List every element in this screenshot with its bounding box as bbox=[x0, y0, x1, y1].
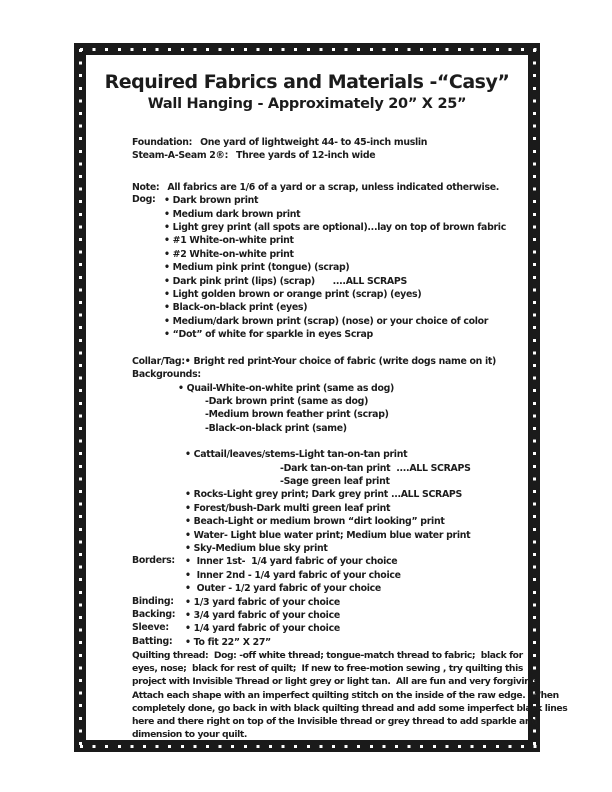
backing-label: Backing: bbox=[132, 609, 176, 620]
paragraph-line: Attach each shape with an imperfect quilting stitch on the inside of the raw edge. When bbox=[132, 689, 559, 701]
dog-item: • Light golden brown or orange print (scrap) (eyes) bbox=[164, 289, 422, 301]
binding-item: • 1/3 yard fabric of your choice bbox=[185, 596, 340, 608]
dog-item: • “Dot” of white for sparkle in eyes Scrap bbox=[164, 329, 373, 341]
paragraph-line: project with Invisible Thread or light grey or light tan. All are fun and very forgiving. bbox=[132, 676, 540, 688]
background-sub-item: -Black-on-black print (same) bbox=[205, 422, 347, 434]
foundation-text: One yard of lightweight 44- to 45-inch muslin bbox=[200, 137, 428, 148]
dog-item: • Black-on-black print (eyes) bbox=[164, 302, 308, 314]
dog-item: • #1 White-on-white print bbox=[164, 235, 294, 247]
dog-item: • Dark pink print (lips) (scrap) ....ALL SCRAPS bbox=[164, 275, 407, 287]
background-item: • Rocks-Light grey print; Dark grey print ...ALL SCRAPS bbox=[185, 489, 462, 501]
border-item: • Outer - 1/2 yard fabric of your choice bbox=[185, 583, 381, 595]
backgrounds-label: Backgrounds: bbox=[132, 369, 201, 381]
quail-background-group bbox=[178, 382, 528, 436]
page-title: Required Fabrics and Materials -“Casy” bbox=[104, 71, 510, 93]
background-item: • Cattail/leaves/stems-Light tan-on-tan print bbox=[185, 449, 408, 461]
background-sub-item: -Medium brown feather print (scrap) bbox=[205, 409, 389, 421]
dog-item: • Medium pink print (tongue) (scrap) bbox=[164, 262, 350, 274]
background-item: • Water- Light blue water print; Medium blue water print bbox=[185, 529, 471, 541]
steam-a-seam-label: Steam-A-Seam 2®: bbox=[132, 150, 229, 162]
collar-tag-label: Collar/Tag: bbox=[132, 355, 185, 367]
steam-a-seam-text: Three yards of 12-inch wide bbox=[236, 150, 376, 162]
borders-section bbox=[132, 555, 528, 595]
binding-label: Binding: bbox=[132, 595, 174, 607]
border-item: • Inner 1st- 1/4 yard fabric of your choice bbox=[185, 556, 398, 568]
steam-a-seam-line bbox=[132, 149, 528, 162]
border-item: • Inner 2nd - 1/4 yard fabric of your choice bbox=[185, 569, 401, 581]
paragraph-line: completely done, go back in with black quilting thread and add some imperfect black lines bbox=[132, 702, 568, 714]
backing-section bbox=[132, 609, 528, 622]
borders-label: Borders: bbox=[132, 555, 175, 567]
batting-section bbox=[132, 636, 528, 649]
foundation-line bbox=[132, 136, 528, 149]
dog-item: • Dark brown print bbox=[164, 195, 259, 207]
collar-tag-text: • Bright red print-Your choice of fabric (write dogs name on it) bbox=[184, 355, 497, 367]
borders-items bbox=[185, 555, 401, 595]
collar-tag-line bbox=[132, 355, 528, 368]
background-item: • Sky-Medium blue sky print bbox=[185, 542, 328, 554]
paragraph-line: here and there right on top of the Invisible thread or grey thread to add sparkle and bbox=[132, 715, 538, 727]
document-body bbox=[132, 136, 568, 741]
background-sub-item: -Sage green leaf print bbox=[280, 475, 390, 487]
foundation-label: Foundation: bbox=[132, 137, 193, 148]
dog-section bbox=[132, 194, 528, 341]
quilting-thread-paragraph bbox=[132, 649, 568, 741]
sleeve-label: Sleeve: bbox=[132, 622, 169, 634]
background-sub-item: -Dark brown print (same as dog) bbox=[205, 395, 369, 407]
sleeve-item: • 1/4 yard fabric of your choice bbox=[185, 623, 340, 635]
document-header bbox=[86, 70, 528, 115]
binding-section bbox=[132, 596, 528, 609]
paragraph-line: eyes, nose; black for rest of quilt; If new to free-motion sewing , try quilting this bbox=[132, 663, 523, 675]
note-text: All fabrics are 1/6 of a yard or a scrap, unless indicated otherwise. bbox=[167, 181, 500, 193]
batting-item: • To fit 22” X 27” bbox=[185, 636, 271, 648]
backing-item: • 3/4 yard fabric of your choice bbox=[185, 610, 340, 621]
dog-item: • #2 White-on-white print bbox=[164, 248, 294, 260]
dog-item: • Light grey print (all spots are optional)...lay on top of brown fabric bbox=[164, 222, 506, 234]
dog-items bbox=[164, 194, 506, 341]
dog-item: • Medium/dark brown print (scrap) (nose) or your choice of color bbox=[164, 315, 489, 327]
background-item: • Beach-Light or medium brown “dirt looking” print bbox=[185, 516, 445, 528]
dog-item: • Medium dark brown print bbox=[164, 208, 301, 220]
sleeve-section bbox=[132, 622, 528, 635]
page-subtitle: Wall Hanging - Approximately 20” X 25” bbox=[147, 96, 467, 112]
background-item: • Forest/bush-Dark multi green leaf print bbox=[185, 502, 391, 514]
paragraph-line: dimension to your quilt. bbox=[132, 728, 247, 740]
dog-label: Dog: bbox=[132, 194, 156, 206]
background-item: • Quail-White-on-white print (same as dog) bbox=[178, 382, 395, 394]
cattail-background-group bbox=[185, 448, 528, 488]
paragraph-line: Quilting thread: Dog: -off white thread; tongue-match thread to fabric; black for bbox=[132, 650, 523, 662]
batting-label: Batting: bbox=[132, 635, 173, 647]
note-line bbox=[132, 181, 528, 194]
background-sub-item: -Dark tan-on-tan print ....ALL SCRAPS bbox=[280, 462, 471, 474]
note-label: Note: bbox=[132, 181, 160, 193]
